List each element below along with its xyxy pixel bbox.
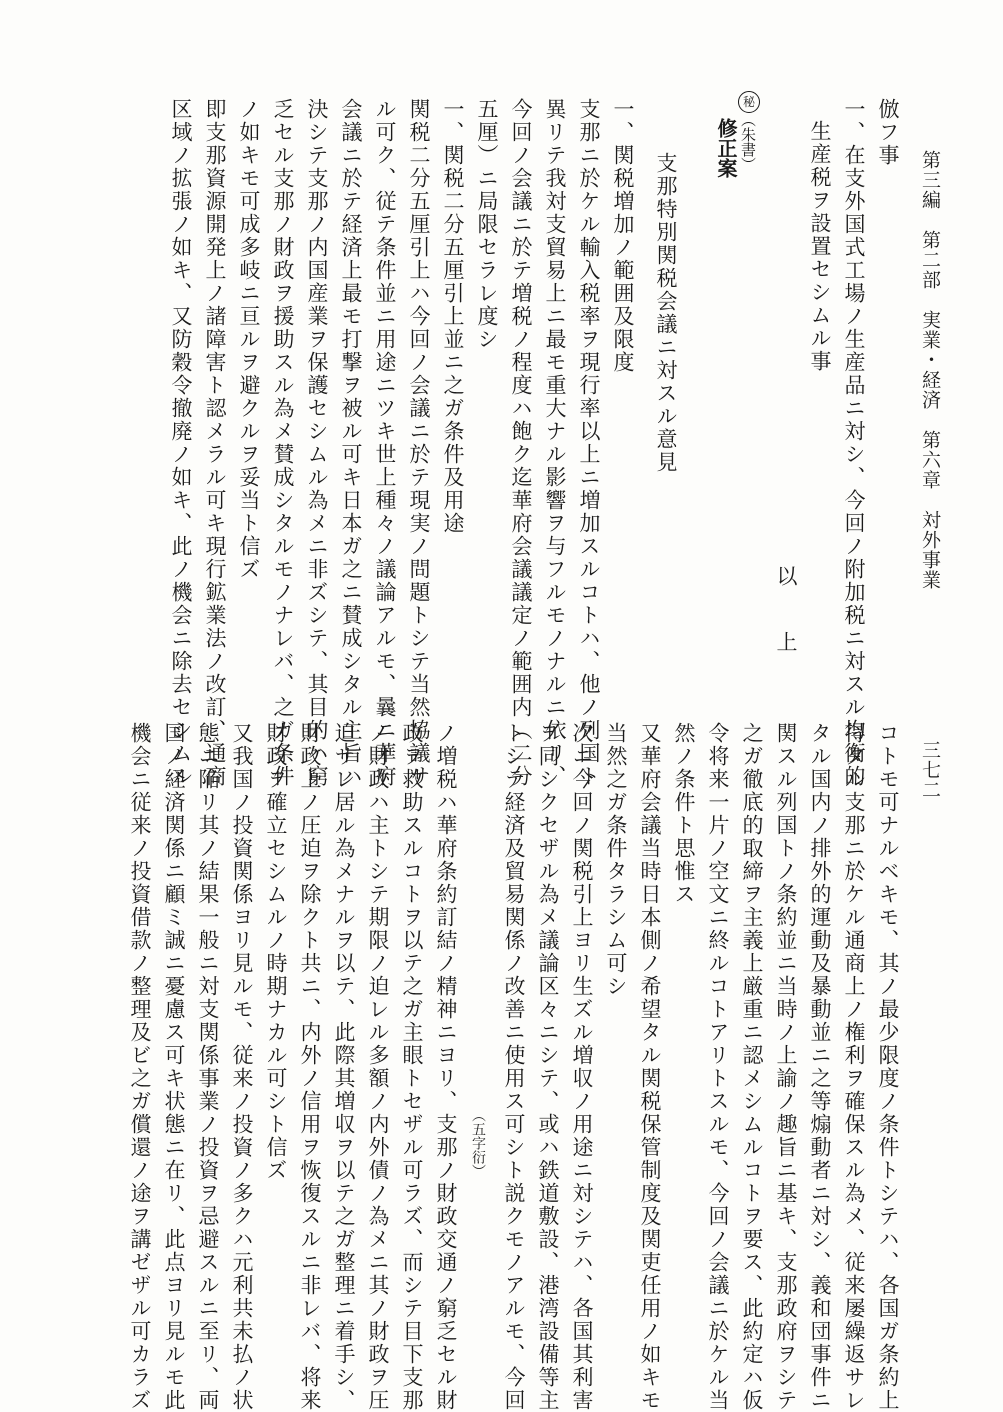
paragraph-line: 財政ヲ確立セシムルノ時期ナカル可シト信ズ [264, 722, 288, 1182]
paragraph-line: 今回ノ会議ニ於テ増税ノ程度ハ飽ク迄華府会議議定ノ範囲内（二分 [509, 98, 533, 788]
paragraph-line: 得タル支那ニ於ケル通商上ノ権利ヲ確保スル為メ、従来屡繰返サレ [842, 722, 866, 1412]
paragraph-line: 当然之ガ条件タラシム可シ [604, 722, 628, 998]
text-column: 生産税ヲ設置セシムル事 [808, 120, 832, 373]
section-heading: 一、関税増加ノ範囲及限度 [611, 98, 635, 374]
paragraph-line: 態ニ陥リ其ノ結果一般ニ対支関係事業ノ投資ヲ忌避スルニ至リ、両 [196, 722, 220, 1412]
paragraph-line: ノ増税ハ華府条約訂結ノ精神ニヨリ、支那ノ財政交通ノ窮乏セル財 [434, 722, 458, 1412]
paragraph-line: 迫サレ居ル為メナルヲ以テ、此際其増収ヲ以テ之ガ整理ニ着手シ、 [332, 722, 356, 1412]
paragraph-line: ヲ同シクセザル為メ議論区々ニシテ、或ハ鉄道敷設、港湾設備等主 [536, 722, 560, 1412]
secret-stamp: 秘 [738, 91, 760, 113]
paragraph-line: 会議ニ於テ経済上最モ打撃ヲ被ル可キ日本ガ之ニ賛成シタル主旨ハ [339, 98, 363, 788]
paragraph-line: 政ヲ救助スルコトヲ以テ之ガ主眼トセザル可ラズ、而シテ目下支那 [400, 722, 424, 1412]
paragraph-line: ノ如キモ可成多岐ニ亘ルヲ避クルヲ妥当ト信ズ [237, 98, 261, 581]
paragraph-line: トシテ経済及貿易関係ノ改善ニ使用ス可シト説クモノアルモ、今回 [502, 722, 526, 1412]
running-header: 第三編 第二部 実業・経済 第六章 対外事業 [919, 150, 941, 590]
editorial-note: （五字衍） [470, 1108, 486, 1178]
page-number: 三七二 [919, 740, 941, 800]
paragraph-line: 又華府会議当時日本側ノ希望タル関税保管制度及関吏任用ノ如キモ [638, 722, 662, 1412]
paragraph-line: 決シテ支那ノ内国産業ヲ保護セシムル為メニ非ズシテ、其目的ハ窮 [305, 98, 329, 788]
document-title: 支那特別関税会議ニ対スル意見 [654, 152, 678, 474]
paragraph-line: 異リテ我対支貿易上ニ最モ重大ナル影響ヲ与フルモノナルニ依リ、 [543, 98, 567, 788]
section-heading: 一、関税二分五厘引上並ニ之ガ条件及用途 [441, 98, 465, 535]
paragraph-line: 之ガ徹底的取締ヲ主義上厳重ニ認メシムルコトヲ要ス、此約定ハ仮 [740, 722, 764, 1412]
paragraph-line: 支那ニ於ケル輸入税率ヲ現行率以上ニ増加スルコトハ、他ノ列国ト [577, 98, 601, 788]
list-item: 一、在支外国式工場ノ生産品ニ対シ、今回ノ附加税ニ対スル均衡的 [842, 98, 866, 788]
paragraph-line: 財政上ノ圧迫ヲ除クト共ニ、内外ノ信用ヲ恢復スルニ非レバ、将来 [298, 722, 322, 1412]
paragraph-line: 又我国ノ投資関係ヨリ見ルモ、従来ノ投資ノ多クハ元利共未払ノ状 [230, 722, 254, 1412]
paragraph-line: 即支那資源開発上ノ諸障害ト認メラル可キ現行鉱業法ノ改訂、通商 [203, 98, 227, 788]
annotation-vermilion: （朱書） [739, 112, 757, 172]
paragraph-line: 令将来一片ノ空文ニ終ルコトアリトスルモ、今回ノ会議ニ於ケル当 [706, 722, 730, 1412]
paragraph-line: タル国内ノ排外的運動及暴動並ニ之等煽動者ニ対シ、義和団事件ニ [808, 722, 832, 1412]
text-column: 倣フ事 [876, 98, 900, 167]
paragraph-line: 国ノ経済関係ニ顧ミ誠ニ憂慮ス可キ状態ニ在リ、此点ヨリ見ルモ此 [162, 722, 186, 1412]
paragraph-line: 五厘）ニ局限セラレ度シ [475, 98, 499, 351]
revision-label: 修正案 [714, 118, 738, 178]
paragraph-line: 関スル列国トノ条約並ニ当時ノ上諭ノ趣旨ニ基キ、支那政府ヲシテ [774, 722, 798, 1412]
paragraph-line: 機会ニ従来ノ投資借款ノ整理及ビ之ガ償還ノ途ヲ講ゼザル可カラズ [128, 722, 152, 1412]
paragraph-line: 乏セル支那ノ財政ヲ援助スル為メ賛成シタルモノナレバ、之ガ条件 [271, 98, 295, 788]
paragraph-line: 区域ノ拡張ノ如キ、又防穀令撤廃ノ如キ、此ノ機会ニ除去セシムル [169, 98, 193, 788]
paragraph-line: コトモ可ナルベキモ、其ノ最少限度ノ条件トシテハ、各国ガ条約上 [876, 722, 900, 1412]
paragraph-line: 次ニ今回ノ関税引上ヨリ生ズル増収ノ用途ニ対シテハ、各国其利害 [570, 722, 594, 1412]
paragraph-line: 然ノ条件ト思惟ス [672, 722, 696, 906]
paragraph-line: ル可ク、従テ条件並ニ用途ニツキ世上種々ノ議論アルモ、曩ニ華府 [373, 98, 397, 788]
paragraph-line: ノ財政ハ主トシテ期限ノ迫レル多額ノ内外債ノ為メニ其ノ財政ヲ圧 [366, 722, 390, 1412]
closing-mark: 以 上 [774, 565, 798, 664]
paragraph-line: 関税二分五厘引上ハ今回ノ会議ニ於テ現実ノ問題トシテ当然協議サ [407, 98, 431, 788]
